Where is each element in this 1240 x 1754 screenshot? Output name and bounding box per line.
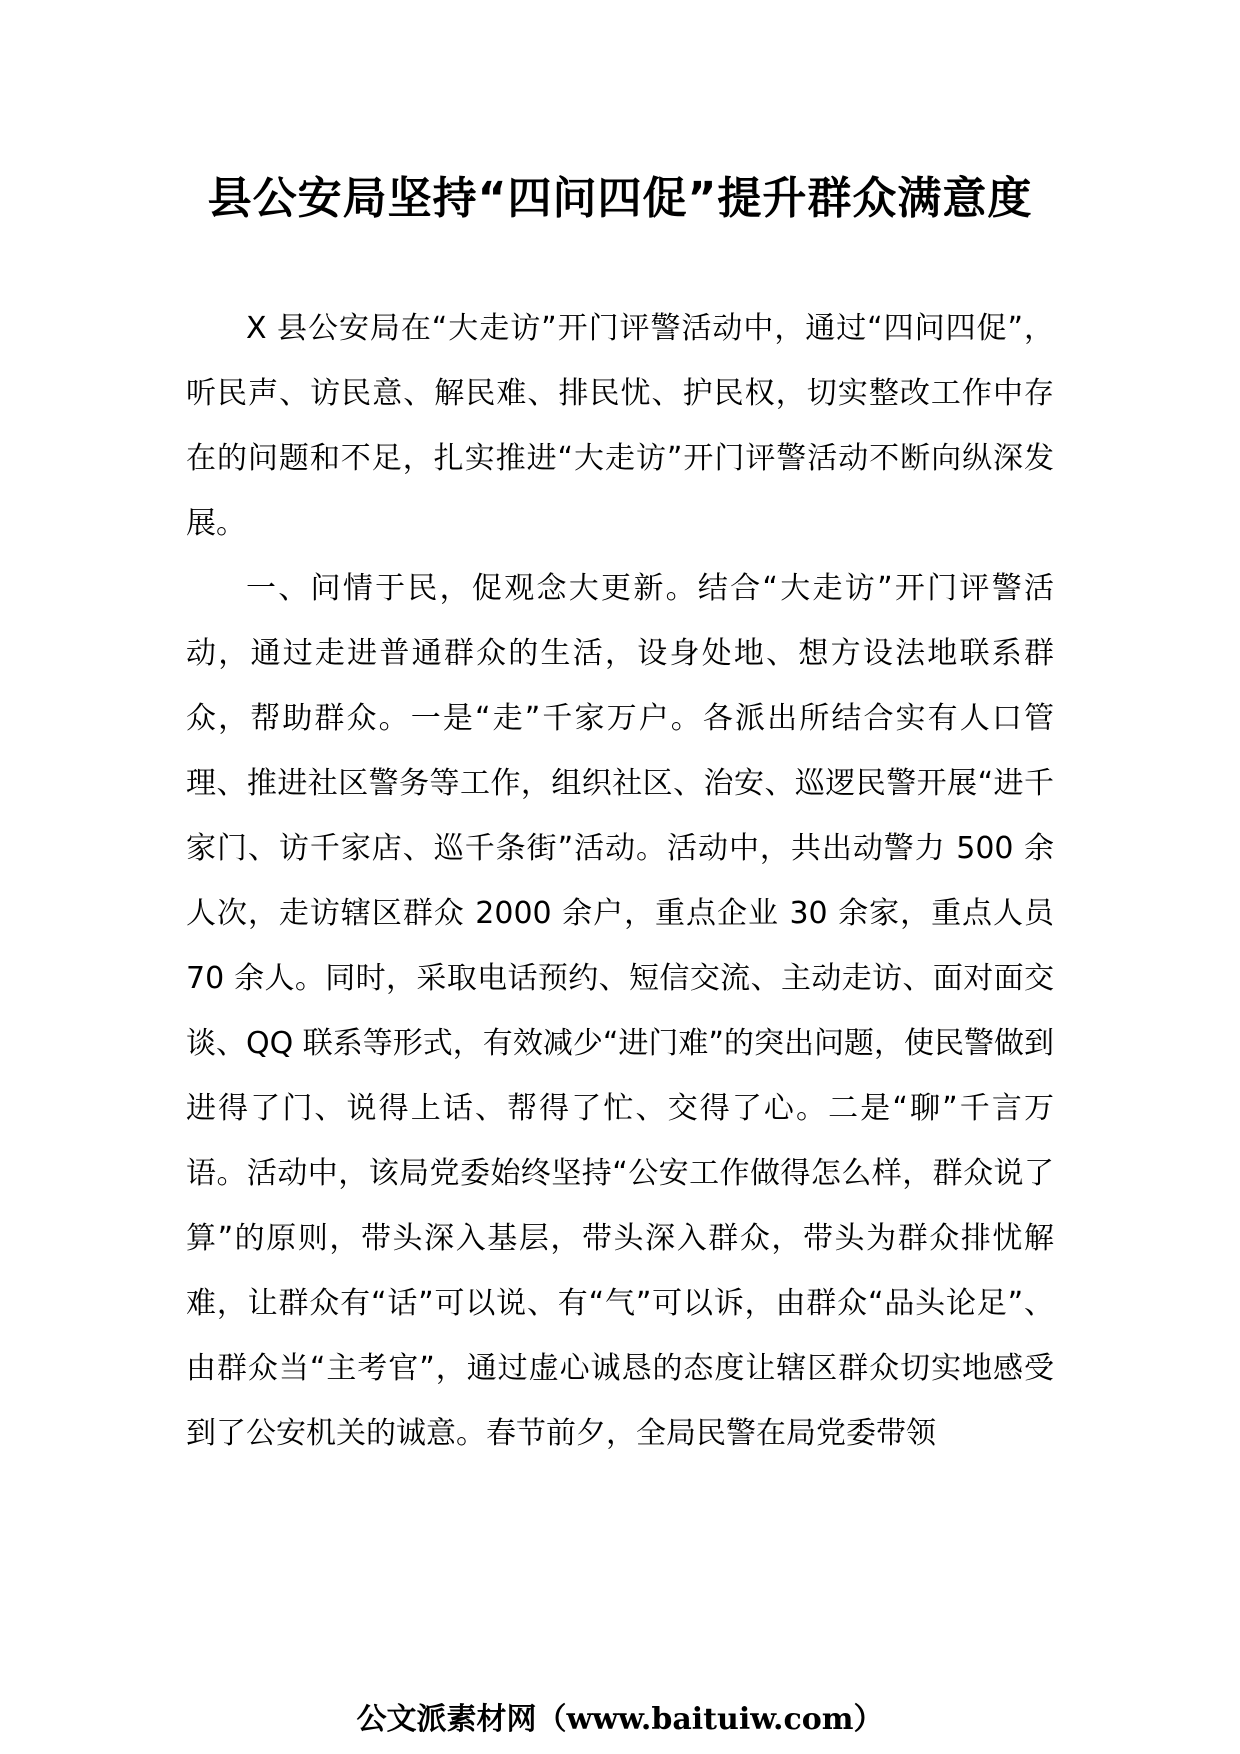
footer-watermark: 公文派素材网（www.baituiw.com） (356, 1702, 884, 1737)
document-title: 县公安局坚持“四问四促”提升群众满意度 (207, 173, 1033, 224)
paragraph-section-one: 一、问情于民，促观念大更新。结合“大走访”开门评警活动，通过走进普通群众的生活，设身处地、想方设法地联系群众，帮助群众。一是“走”千家万户。各派出所结合实有人口管理、推进社区警务等工作，组织社区、治安、巡逻民警开展“进千家门、访千家店、巡千条街”活动。活动中，共出动警力 500 余人次，走访辖区群众 2000 余户，重点企业 30 余家，重点人员 70 余人。同时，采取电话预约、短信交流、主动走访、面对面交谈、QQ 联系等形式，有效减少“进门难”的突出问题，使民警做到进得了门、说得上话、帮得了忙、交得了心。二是“聊”千言万语。活动中，该局党委始终坚持“公安工作做得怎么样，群众说了算”的原则，带头深入基层，带头深入群众，带头为群众排忧解难，让群众有“话”可以说、有“气”可以诉，由群众“品头论足”、由群众当“主考官”，通过虚心诚恳的态度让辖区群众切实地感受到了公安机关的诚意。春节前夕，全局民警在局党委带领 (186, 571, 1054, 1451)
paragraph-intro: X 县公安局在“大走访”开门评警活动中，通过“四问四促”，听民声、访民意、解民难、排民忧、护民权，切实整改工作中存在的问题和不足，扎实推进“大走访”开门评警活动不断向纵深发展。 (186, 311, 1054, 541)
document-body (186, 296, 1054, 1466)
